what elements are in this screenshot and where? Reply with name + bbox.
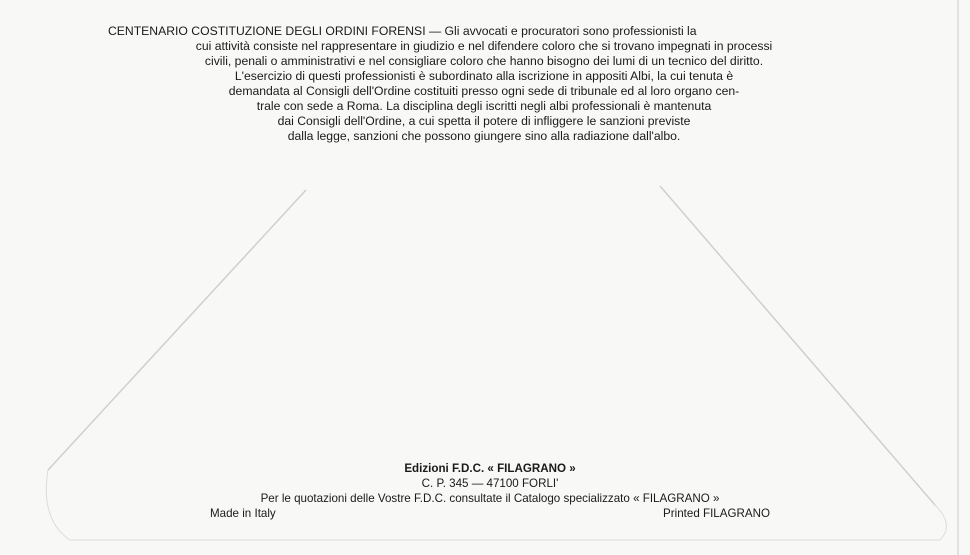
- description-text: [108, 24, 860, 144]
- printed-by-label: Printed FILAGRANO: [663, 507, 770, 520]
- footer-row: [180, 506, 800, 521]
- description-line: demandata al Consigli dell'Ordine costituiti presso ogni sede di tribunale ed al loro organo cen-: [228, 84, 740, 98]
- description-line: dalla legge, sanzioni che possono giungere sino alla radiazione dall'albo.: [287, 129, 681, 143]
- description-line: CENTENARIO COSTITUZIONE DEGLI ORDINI FORENSI — Gli avvocati e procuratori sono professionisti la: [108, 24, 697, 38]
- publisher-block: [180, 461, 800, 521]
- publisher-address: C. P. 345 — 47100 FORLI': [421, 477, 559, 490]
- description-line: dai Consigli dell'Ordine, a cui spetta il potere di infliggere le sanzioni previste: [277, 114, 691, 128]
- left-flap-edge: [48, 190, 306, 470]
- made-in-label: Made in Italy: [210, 507, 276, 520]
- description-line: civili, penali o amministrativi e nel consigliare coloro che hanno bisogno dei lumi di un tecnico del diritto.: [204, 54, 764, 68]
- description-line: cui attività consiste nel rappresentare in giudizio e nel difendere coloro che si trovano impegnati in processi: [195, 39, 773, 53]
- publisher-name: Edizioni F.D.C. « FILAGRANO »: [404, 462, 576, 475]
- right-flap-edge: [660, 186, 935, 505]
- catalog-note: Per le quotazioni delle Vostre F.D.C. consultate il Catalogo specializzato « FILAGRANO »: [260, 492, 720, 505]
- description-line: L'esercizio di questi professionisti è subordinato alla iscrizione in appositi Albi, la cui tenuta è: [234, 69, 734, 83]
- description-line: trale con sede a Roma. La disciplina degli iscritti negli albi professionali è mantenuta: [256, 99, 712, 113]
